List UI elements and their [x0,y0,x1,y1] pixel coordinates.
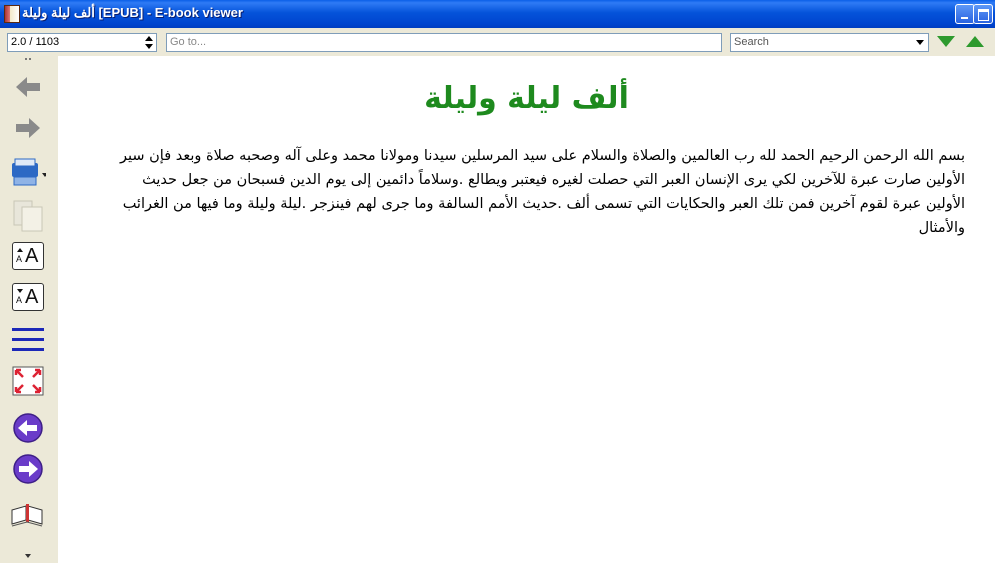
find-previous-arrow-icon[interactable] [966,36,984,47]
small-a-glyph: A [16,295,23,305]
back-button[interactable] [10,70,46,104]
toolbar-grip-icon [25,58,31,62]
goto-placeholder: Go to... [170,36,207,48]
page-position-value: 2.0 / 1103 [11,36,60,48]
page-position-spinbox[interactable] [7,33,157,52]
goto-input[interactable] [166,33,722,52]
font-smaller-button[interactable] [12,283,44,311]
preferences-button[interactable] [10,500,46,534]
forward-icon [10,111,46,145]
increase-triangle-icon [17,248,23,252]
book-app-icon[interactable] [4,5,20,23]
toolbar-extension-arrow-icon[interactable] [25,554,31,560]
preferences-icon [10,500,46,534]
big-a-glyph: A [25,245,39,267]
chevron-down-icon[interactable] [916,40,924,45]
print-button[interactable] [10,157,46,191]
copy-button[interactable] [10,198,46,232]
next-page-icon [10,452,46,486]
chapter-text: بسم الله الرحمن الرحيم الحمد لله رب العالمين والصلاة والسلام على سيد المرسلين سيدنا ومولانا محمد وعلى آله وصحبه صلاة وبعد فإن سير الأولين صارت عبرة للآخرين لكي يرى الإنسان العبر التي حصلت لغيره فيعتبر ويطالع .وسلاماً دائمين إلى يوم الدين فسبحان من جعل حديث الأولين عبرة لقوم آخرين فمن تلك العبر والحكايات التي تسمى ألف .حديث الأمم السالفة وما جرى لهم فينزجر .ليلة وليلة وما فيها من الغرائب والأمثال [120,148,965,236]
next-page-button[interactable] [10,452,46,486]
decrease-triangle-icon [17,289,23,293]
top-toolbar [0,28,995,56]
small-a-glyph: A [16,254,23,264]
previous-page-icon [10,411,46,445]
search-placeholder: Search [734,36,769,48]
side-toolbar [0,56,58,563]
spin-arrows-icon[interactable] [145,35,154,50]
back-icon [10,70,46,104]
find-next-arrow-icon[interactable] [937,36,955,47]
copy-icon [10,198,46,232]
fullscreen-icon [10,364,46,398]
table-of-contents-button[interactable] [10,323,46,357]
window-title: ألف ليلة وليلة [EPUB] - E-book viewer [22,5,243,20]
chapter-title: ألف ليلة وليلة [424,81,629,116]
forward-button[interactable] [10,111,46,145]
book-content-view[interactable] [58,56,995,563]
previous-page-button[interactable] [10,411,46,445]
minimize-button[interactable] [955,4,975,24]
title-bar [0,0,995,28]
search-combobox[interactable] [730,33,929,52]
font-larger-button[interactable] [12,242,44,270]
fullscreen-button[interactable] [10,364,46,398]
big-a-glyph: A [25,286,39,308]
table-of-contents-icon [10,323,46,357]
maximize-button[interactable] [973,4,993,24]
print-icon [10,157,46,191]
